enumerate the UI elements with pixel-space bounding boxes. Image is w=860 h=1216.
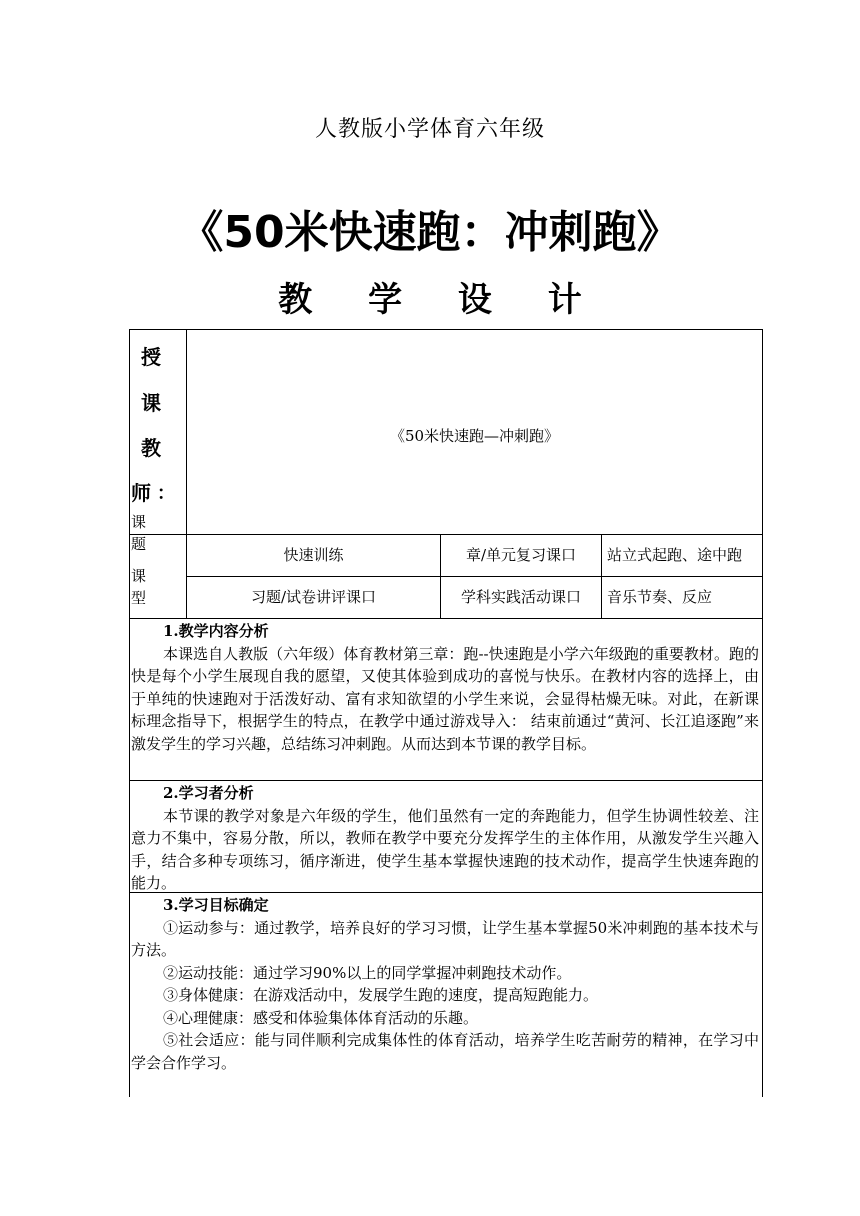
type-label: 课 型 [131,567,177,607]
row-divider-topic [129,534,763,535]
teacher-label-char: 授 [141,345,161,369]
topic-label: 课 题 [131,513,177,553]
type-option: 快速训练 [283,546,344,564]
document-subtitle: 人教版小学体育六年级 [314,117,545,142]
type-option: 习题/试卷讲评课口 [250,588,377,606]
section-heading: 3.学习目标确定 [163,896,269,914]
objective-item: ④心理健康：感受和体验集体体育活动的乐趣。 [163,1008,479,1027]
row-divider-type [186,576,763,577]
row-divider-section1 [129,618,763,619]
teacher-label-char: ： [157,483,175,504]
teacher-label-char: 课 [141,391,161,415]
row-divider-section2 [129,780,763,781]
teacher-label [129,329,187,553]
document-type-title: 教 学 设 计 [278,280,604,320]
topic-value: 《50米快速跑—冲刺跑》 [389,427,560,445]
lesson-title: 《50米快速跑：冲刺跑》 [179,207,681,258]
section-heading: 2.学习者分析 [163,784,254,802]
type-option: 学科实践活动课口 [460,588,581,606]
section-learning-objectives [131,894,759,1074]
section-learner-analysis [131,782,759,895]
type-option: 站立式起跑、途中跑 [607,546,743,564]
teacher-label-char: 师 [131,481,151,505]
objective-item: ③身体健康：在游戏活动中，发展学生跑的速度，提高短跑能力。 [163,986,599,1004]
objective-item: ①运动参与：通过教学，培养良好的学习习惯，让学生基本掌握50米冲刺跑的基本技术与方法。 [131,918,759,959]
table-border-right [762,329,763,1097]
section-heading: 1.教学内容分析 [163,622,269,640]
objective-item: ②运动技能：通过学习90%以上的同学掌握冲刺跑技术动作。 [163,963,572,982]
type-column-divider-2 [601,534,602,618]
type-option: 音乐节奏、反应 [607,588,713,606]
section-paragraph: 本课选自人教版（六年级）体育教材第三章：跑--快速跑是小学六年级跑的重要教材。跑的快是每个小学生展现自我的愿望，又使其体验到成功的喜悦与快乐。在教材内容的选择上，由于单纯的快速跑对于活泼好动、富有求知欲望的小学生来说，会显得枯燥无味。对此，在新课标理念指导下，根据学生的特点，在教学中通过游戏导入： 结束前通过“黄河、长江追逐跑”来激发学生的学习兴趣，总结练习冲刺跑。从而达到本节课的教学目标。 [131,644,759,753]
objective-item: ⑤社会适应：能与同伴顺利完成集体性的体育活动，培养学生吃苦耐劳的精神，在学习中学会合作学习。 [131,1031,759,1072]
section-content-analysis [131,620,759,755]
teacher-label-char: 教 [141,436,161,460]
lesson-plan-table [129,329,763,1097]
table-border-top [129,329,763,330]
section-paragraph: 本节课的教学对象是六年级的学生，他们虽然有一定的奔跑能力，但学生协调性较差、注意力不集中，容易分散，所以，教师在教学中要充分发挥学生的主体作用，从激发学生兴趣入手，结合多种专项练习，循序渐进，使学生基本掌握快速跑的技术动作，提高学生快速奔跑的能力。 [131,806,759,892]
type-option: 章/单元复习课口 [465,546,577,564]
